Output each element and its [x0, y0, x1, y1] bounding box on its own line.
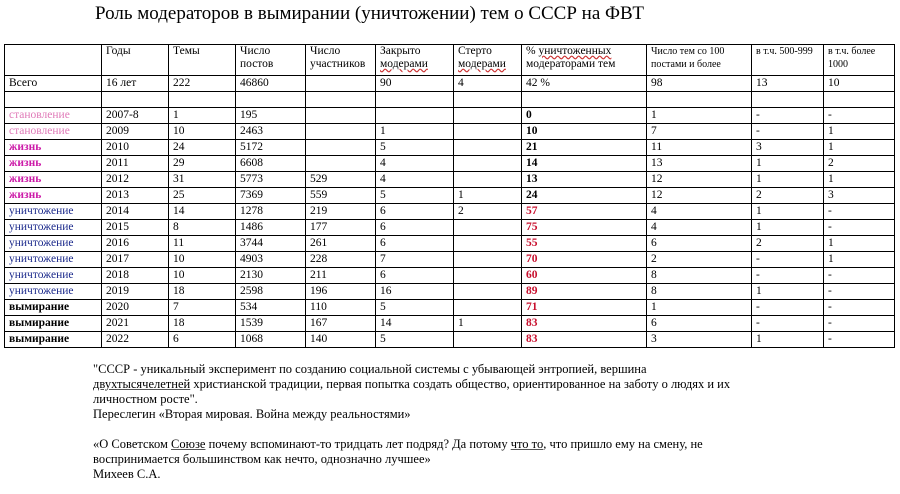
- table-cell: 2: [824, 156, 895, 172]
- destroyed-percent: 10: [522, 124, 647, 140]
- destroyed-percent: 55: [522, 236, 647, 252]
- table-cell: 1: [454, 188, 522, 204]
- table-cell: 42 %: [522, 76, 647, 92]
- table-cell: -: [824, 284, 895, 300]
- table-cell: -: [752, 300, 824, 316]
- table-cell: 24: [169, 140, 236, 156]
- table-cell: 211: [306, 268, 376, 284]
- table-cell: -: [824, 220, 895, 236]
- table-cell: [236, 92, 306, 108]
- table-cell: 140: [306, 332, 376, 348]
- table-cell: 5: [376, 188, 454, 204]
- table-cell: 529: [306, 172, 376, 188]
- table-cell: 5: [376, 332, 454, 348]
- table-cell: 261: [306, 236, 376, 252]
- table-cell: 1: [824, 236, 895, 252]
- table-cell: 13: [752, 76, 824, 92]
- table-cell: -: [824, 316, 895, 332]
- table-cell: -: [824, 108, 895, 124]
- table-cell: [376, 108, 454, 124]
- table-cell: 1: [647, 108, 752, 124]
- table-cell: 2021: [102, 316, 169, 332]
- table-cell: 2019: [102, 284, 169, 300]
- table-row: [5, 284, 895, 300]
- table-cell: 4: [454, 76, 522, 92]
- table-cell: 6608: [236, 156, 306, 172]
- table-cell: 25: [169, 188, 236, 204]
- table-cell: 6: [169, 332, 236, 348]
- table-cell: -: [824, 268, 895, 284]
- destroyed-percent: 89: [522, 284, 647, 300]
- stage-label: уничтожение: [5, 252, 102, 268]
- table-cell: 2013: [102, 188, 169, 204]
- table-cell: [5, 92, 102, 108]
- table-cell: 6: [376, 220, 454, 236]
- table-row: [5, 156, 895, 172]
- quote-2-author: Михеев С.А.: [93, 467, 161, 481]
- table-cell: 2: [647, 252, 752, 268]
- stage-label: уничтожение: [5, 268, 102, 284]
- table-cell: 1: [752, 156, 824, 172]
- table-cell: 1539: [236, 316, 306, 332]
- table-cell: [647, 92, 752, 108]
- table-cell: 2: [454, 204, 522, 220]
- destroyed-percent: 75: [522, 220, 647, 236]
- table-cell: 1: [752, 284, 824, 300]
- table-cell: 2: [752, 236, 824, 252]
- table-cell: 2022: [102, 332, 169, 348]
- stage-label: жизнь: [5, 188, 102, 204]
- table-cell: 1: [169, 108, 236, 124]
- destroyed-percent: 24: [522, 188, 647, 204]
- table-cell: [454, 300, 522, 316]
- table-cell: 1: [376, 124, 454, 140]
- column-header: Стерто модерами: [454, 45, 522, 76]
- table-cell: Всего: [5, 76, 102, 92]
- table-cell: 5773: [236, 172, 306, 188]
- table-cell: 4: [647, 204, 752, 220]
- table-cell: 2009: [102, 124, 169, 140]
- quote-1-author: Переслегин «Вторая мировая. Война между реальностями»: [93, 407, 411, 421]
- destroyed-percent: 13: [522, 172, 647, 188]
- table-cell: [376, 92, 454, 108]
- table-cell: 2018: [102, 268, 169, 284]
- table-cell: 46860: [236, 76, 306, 92]
- destroyed-percent: 21: [522, 140, 647, 156]
- destroyed-percent: 83: [522, 316, 647, 332]
- table-cell: 2011: [102, 156, 169, 172]
- table-cell: 10: [169, 252, 236, 268]
- table-cell: 222: [169, 76, 236, 92]
- table-cell: -: [824, 300, 895, 316]
- table-cell: 2014: [102, 204, 169, 220]
- table-cell: 7: [376, 252, 454, 268]
- table-cell: 196: [306, 284, 376, 300]
- table-cell: 8: [647, 268, 752, 284]
- column-header: Число постов: [236, 45, 306, 76]
- table-cell: 98: [647, 76, 752, 92]
- table-cell: 2017: [102, 252, 169, 268]
- table-cell: 16 лет: [102, 76, 169, 92]
- column-header: в т.ч. 500-999: [752, 45, 824, 76]
- table-cell: 1: [752, 172, 824, 188]
- table-cell: 12: [647, 172, 752, 188]
- table-row: [5, 316, 895, 332]
- table-cell: -: [752, 316, 824, 332]
- table-cell: 18: [169, 284, 236, 300]
- destroyed-percent: 83: [522, 332, 647, 348]
- table-cell: [306, 124, 376, 140]
- table-cell: 3: [647, 332, 752, 348]
- destroyed-percent: 60: [522, 268, 647, 284]
- table-cell: 4: [647, 220, 752, 236]
- moderation-table: [4, 44, 895, 348]
- table-row: [5, 124, 895, 140]
- table-cell: 219: [306, 204, 376, 220]
- table-cell: 4: [376, 156, 454, 172]
- table-cell: [454, 236, 522, 252]
- table-cell: -: [824, 204, 895, 220]
- table-cell: 177: [306, 220, 376, 236]
- destroyed-percent: 71: [522, 300, 647, 316]
- table-cell: 6: [376, 204, 454, 220]
- table-cell: 4903: [236, 252, 306, 268]
- destroyed-percent: 0: [522, 108, 647, 124]
- table-cell: 7369: [236, 188, 306, 204]
- table-cell: -: [824, 332, 895, 348]
- table-cell: 3: [824, 188, 895, 204]
- table-cell: [454, 220, 522, 236]
- table-cell: [454, 156, 522, 172]
- table-cell: 7: [647, 124, 752, 140]
- table-row: [5, 172, 895, 188]
- table-cell: 2010: [102, 140, 169, 156]
- table-cell: 6: [647, 236, 752, 252]
- table-cell: 1: [824, 140, 895, 156]
- table-cell: 10: [169, 124, 236, 140]
- column-header: % уничтоженных модераторами тем: [522, 45, 647, 76]
- table-cell: 6: [376, 268, 454, 284]
- stage-label: уничтожение: [5, 220, 102, 236]
- column-header: Годы: [102, 45, 169, 76]
- quote-2: «О Советском Союзе почему вспоминают-то тридцать лет подряд? Да потому что то, что пришло ему на смену, не воспринимается большинством как нечто, однозначно лучшее» Михеев С.А.: [93, 437, 703, 481]
- table-cell: 2015: [102, 220, 169, 236]
- table-row: [5, 204, 895, 220]
- table-row: [5, 108, 895, 124]
- table-cell: 1: [752, 220, 824, 236]
- stage-label: жизнь: [5, 140, 102, 156]
- table-cell: 2463: [236, 124, 306, 140]
- quote-1: "СССР - уникальный эксперимент по созданию социальной системы с убывающей энтропией, вершина двухтысячелетней христианской традиции, первая попытка создать общество, ориентированное на заботу о людях и их личностном росте". Переслегин «Вторая мировая. Война между реальностями»: [93, 362, 731, 421]
- table-cell: 1: [752, 204, 824, 220]
- table-cell: [454, 172, 522, 188]
- stage-label: вымирание: [5, 332, 102, 348]
- table-cell: -: [752, 108, 824, 124]
- table-cell: [824, 92, 895, 108]
- table-cell: 2: [752, 188, 824, 204]
- table-cell: [306, 156, 376, 172]
- table-cell: 1: [647, 300, 752, 316]
- table-cell: [306, 92, 376, 108]
- table-cell: [454, 268, 522, 284]
- table-cell: 18: [169, 316, 236, 332]
- stage-label: жизнь: [5, 156, 102, 172]
- table-cell: 4: [376, 172, 454, 188]
- table-cell: [102, 92, 169, 108]
- table-row: [5, 236, 895, 252]
- table-cell: 195: [236, 108, 306, 124]
- table-cell: 7: [169, 300, 236, 316]
- table-cell: [306, 140, 376, 156]
- column-header: в т.ч. более 1000: [824, 45, 895, 76]
- table-cell: 110: [306, 300, 376, 316]
- table-cell: 1: [824, 124, 895, 140]
- table-cell: 534: [236, 300, 306, 316]
- table-row: [5, 220, 895, 236]
- column-header: Число тем со 100 постами и более: [647, 45, 752, 76]
- table-cell: [454, 92, 522, 108]
- table-cell: 5: [376, 300, 454, 316]
- table-cell: 1278: [236, 204, 306, 220]
- table-cell: -: [752, 124, 824, 140]
- table-cell: [454, 252, 522, 268]
- page-title: Роль модераторов в вымирании (уничтожении) тем о СССР на ФВТ: [95, 3, 645, 24]
- table-cell: 2598: [236, 284, 306, 300]
- table-row: [5, 332, 895, 348]
- table-cell: 2007-8: [102, 108, 169, 124]
- table-cell: 14: [169, 204, 236, 220]
- table-cell: 228: [306, 252, 376, 268]
- stage-label: становление: [5, 108, 102, 124]
- table-cell: 1: [454, 316, 522, 332]
- destroyed-percent: 57: [522, 204, 647, 220]
- table-row: [5, 252, 895, 268]
- header-row: [5, 45, 895, 76]
- total-row: [5, 76, 895, 92]
- column-header: Темы: [169, 45, 236, 76]
- column-header: Число участников: [306, 45, 376, 76]
- table-cell: 8: [647, 284, 752, 300]
- table-cell: 12: [647, 188, 752, 204]
- table-cell: 16: [376, 284, 454, 300]
- table-cell: [454, 140, 522, 156]
- stage-label: вымирание: [5, 300, 102, 316]
- stage-label: уничтожение: [5, 236, 102, 252]
- table-cell: 8: [169, 220, 236, 236]
- table-cell: 6: [376, 236, 454, 252]
- stage-label: вымирание: [5, 316, 102, 332]
- table-cell: 11: [169, 236, 236, 252]
- stage-label: уничтожение: [5, 284, 102, 300]
- quotes-block: [93, 362, 883, 482]
- spacer-row: [5, 92, 895, 108]
- table-cell: 3: [752, 140, 824, 156]
- table-cell: 29: [169, 156, 236, 172]
- destroyed-percent: 14: [522, 156, 647, 172]
- table-cell: 2130: [236, 268, 306, 284]
- table-cell: 10: [824, 76, 895, 92]
- table-cell: 13: [647, 156, 752, 172]
- table-cell: 5: [376, 140, 454, 156]
- table-cell: 3744: [236, 236, 306, 252]
- table-cell: [169, 92, 236, 108]
- table-cell: 11: [647, 140, 752, 156]
- table-cell: [752, 92, 824, 108]
- table-row: [5, 300, 895, 316]
- table-cell: 5172: [236, 140, 306, 156]
- table-row: [5, 140, 895, 156]
- table-cell: [306, 108, 376, 124]
- table-row: [5, 188, 895, 204]
- table-cell: 90: [376, 76, 454, 92]
- stage-label: становление: [5, 124, 102, 140]
- stage-label: жизнь: [5, 172, 102, 188]
- table-cell: 1486: [236, 220, 306, 236]
- table-cell: 2016: [102, 236, 169, 252]
- destroyed-percent: 70: [522, 252, 647, 268]
- table-cell: 559: [306, 188, 376, 204]
- table-row: [5, 268, 895, 284]
- table-cell: 2020: [102, 300, 169, 316]
- table-cell: -: [752, 252, 824, 268]
- column-header: [5, 45, 102, 76]
- table-cell: 14: [376, 316, 454, 332]
- table-cell: 1: [824, 172, 895, 188]
- table-cell: 2012: [102, 172, 169, 188]
- table-cell: 31: [169, 172, 236, 188]
- table-cell: [454, 108, 522, 124]
- stage-label: уничтожение: [5, 204, 102, 220]
- table-cell: 6: [647, 316, 752, 332]
- table-cell: 1: [824, 252, 895, 268]
- table-cell: 167: [306, 316, 376, 332]
- table-cell: [522, 92, 647, 108]
- table-cell: 1068: [236, 332, 306, 348]
- column-header: Закрыто модерами: [376, 45, 454, 76]
- table-cell: [306, 76, 376, 92]
- table-cell: [454, 332, 522, 348]
- table-cell: [454, 284, 522, 300]
- table-cell: -: [752, 268, 824, 284]
- table-cell: 1: [752, 332, 824, 348]
- table-cell: [454, 124, 522, 140]
- table-cell: 10: [169, 268, 236, 284]
